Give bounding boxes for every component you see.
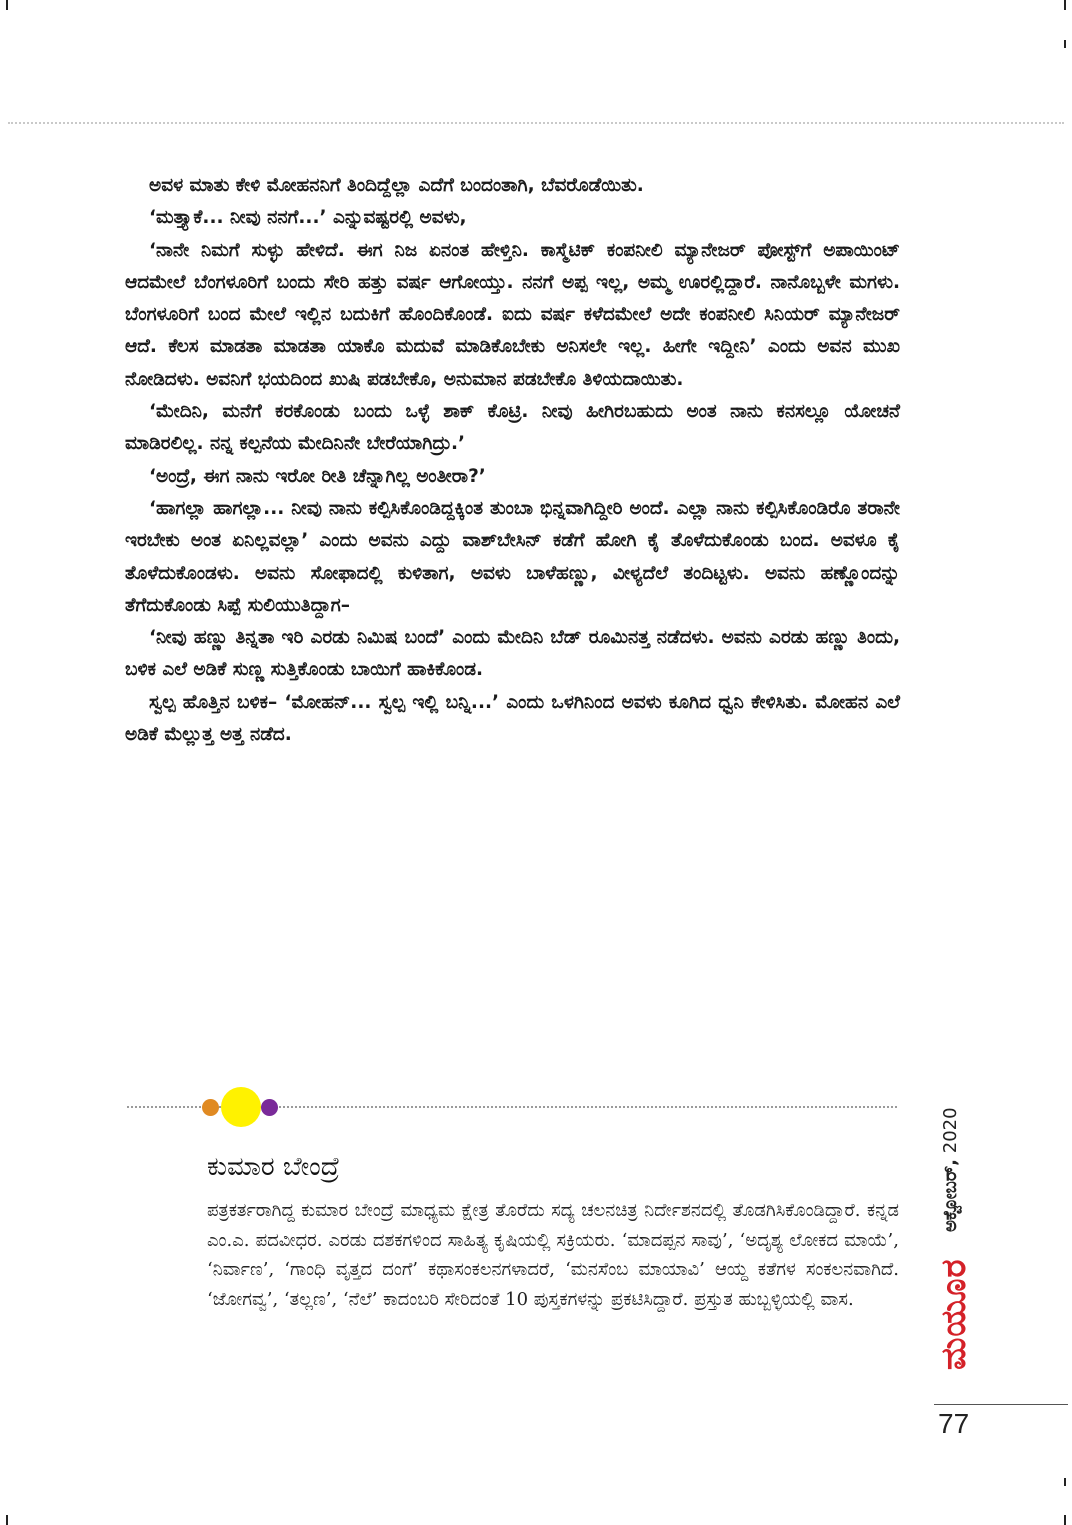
decorative-orange-dot xyxy=(202,1099,219,1116)
story-paragraph: ‘ನಾನೇ ನಿಮಗೆ ಸುಳ್ಳು ಹೇಳಿದೆ. ಈಗ ನಿಜ ಏನಂತ ಹೇಳ್ತಿನಿ. ಕಾಸ್ಮೆಟಿಕ್ ಕಂಪನೀಲಿ ಮ್ಯಾನೇಜರ್ ಪೋಸ್ಟ್‌ಗೆ ಅಪಾಯಿಂಟ್ ಆದಮೇಲೆ ಬೆಂಗಳೂರಿಗೆ ಬಂದು ಸೇರಿ ಹತ್ತು ವರ್ಷ ಆಗೋಯ್ತು. ನನಗೆ ಅಪ್ಪ ಇಲ್ಲ, ಅಮ್ಮ ಊರಲ್ಲಿದ್ದಾರೆ. ನಾನೊಬ್ಬಳೇ ಮಗಳು. ಬೆಂಗಳೂರಿಗೆ ಬಂದ ಮೇಲೆ ಇಲ್ಲಿನ ಬದುಕಿಗೆ ಹೊಂದಿಕೊಂಡೆ. ಐದು ವರ್ಷ ಕಳೆದಮೇಲೆ ಅದೇ ಕಂಪನೀಲಿ ಸಿನಿಯರ್ ಮ್ಯಾನೇಜರ್ ಆದೆ. ಕೆಲಸ ಮಾಡತಾ ಮಾಡತಾ ಯಾಕೊ ಮದುವೆ ಮಾಡಿಕೊಬೇಕು ಅನಿಸಲೇ ಇಲ್ಲ. ಹೀಗೇ ಇದ್ದೀನಿ’ ಎಂದು ಅವನ ಮುಖ ನೋಡಿದಳು. ಅವನಿಗೆ ಭಯದಿಂದ ಖುಷಿ ಪಡಬೇಕೊ, ಅನುಮಾನ ಪಡಬೇಕೊ ತಿಳಿಯದಾಯಿತು. xyxy=(125,239,900,390)
story-paragraph: ‘ಅಂದ್ರೆ, ಈಗ ನಾನು ಇರೋ ರೀತಿ ಚೆನ್ನಾಗಿಲ್ಲ ಅಂತೀರಾ?’ xyxy=(149,465,486,487)
story-paragraph: ಅವಳ ಮಾತು ಕೇಳಿ ಮೋಹನನಿಗೆ ತಿಂದಿದ್ದೆಲ್ಲಾ ಎದೆಗೆ ಬಂದಂತಾಗಿ, ಬೆವರೊಡೆಯಿತು. xyxy=(149,175,644,196)
magazine-logo: ಮಯೂರ xyxy=(934,1258,974,1370)
page-number-rule xyxy=(934,1404,1068,1405)
story-text xyxy=(125,170,900,751)
crop-mark-bottom-right xyxy=(1064,1515,1066,1525)
author-name: ಕುಮಾರ ಬೇಂದ್ರೆ xyxy=(207,1152,340,1182)
author-bio: ಪತ್ರಕರ್ತರಾಗಿದ್ದ ಕುಮಾರ ಬೇಂದ್ರೆ ಮಾಧ್ಯಮ ಕ್ಷೇತ್ರ ತೊರೆದು ಸದ್ಯ ಚಲನಚಿತ್ರ ನಿರ್ದೇಶನದಲ್ಲಿ ತೊಡಗಿಸಿಕೊಂಡಿದ್ದಾರೆ. ಕನ್ನಡ ಎಂ.ಎ. ಪದವೀಧರ. ಎರಡು ದಶಕಗಳಿಂದ ಸಾಹಿತ್ಯ ಕೃಷಿಯಲ್ಲಿ ಸಕ್ರಿಯರು. ‘ಮಾದಪ್ಪನ ಸಾವು’, ‘ಅದೃಶ್ಯ ಲೋಕದ ಮಾಯೆ’, ‘ನಿರ್ವಾಣ’, ‘ಗಾಂಧಿ ವೃತ್ತದ ದಂಗೆ’ ಕಥಾಸಂಕಲನಗಳಾದರೆ, ‘ಮನಸೆಂಬ ಮಾಯಾವಿ’ ಆಯ್ದ ಕತೆಗಳ ಸಂಕಲನವಾಗಿದೆ. ‘ಜೋಗವ್ವ’, ‘ತಲ್ಲಣ’, ‘ನೆಲೆ’ ಕಾದಂಬರಿ ಸೇರಿದಂತೆ 10 ಪುಸ್ತಕಗಳನ್ನು ಪ್ರಕಟಿಸಿದ್ದಾರೆ. ಪ್ರಸ್ತುತ ಹುಬ್ಬಳ್ಳಿಯಲ್ಲಿ ವಾಸ. xyxy=(207,1200,899,1310)
decorative-purple-dot xyxy=(261,1099,278,1116)
story-paragraph: ‘ಹಾಗಲ್ಲಾ ಹಾಗಲ್ಲಾ... ನೀವು ನಾನು ಕಲ್ಪಿಸಿಕೊಂಡಿದ್ದಕ್ಕಿಂತ ತುಂಬಾ ಭಿನ್ನವಾಗಿದ್ದೀರಿ ಅಂದೆ. ಎಲ್ಲಾ ನಾನು ಕಲ್ಪಿಸಿಕೊಂಡಿರೊ ತರಾನೇ ಇರಬೇಕು ಅಂತ ಏನಿಲ್ಲವಲ್ಲಾ’ ಎಂದು ಅವನು ಎದ್ದು ವಾಶ್‌ಬೇಸಿನ್ ಕಡೆಗೆ ಹೋಗಿ ಕೈ ತೊಳೆದುಕೊಂಡು ಬಂದ. ಅವಳೂ ಕೈ ತೊಳೆದುಕೊಂಡಳು. ಅವನು ಸೋಫಾದಲ್ಲಿ ಕುಳಿತಾಗ, ಅವಳು ಬಾಳೆಹಣ್ಣು, ವೀಳ್ಯದೆಲೆ ತಂದಿಟ್ಟಳು. ಅವನು ಹಣ್ಣೊಂದನ್ನು ತೆಗೆದುಕೊಂಡು ಸಿಪ್ಪೆ ಸುಲಿಯುತಿದ್ದಾಗ– xyxy=(125,497,900,616)
crop-mark-right-lower xyxy=(1064,1478,1066,1486)
crop-mark-right-upper xyxy=(1064,40,1066,48)
crop-mark-bottom-left xyxy=(6,1515,8,1525)
issue-date xyxy=(940,1107,961,1232)
crop-mark-top-left xyxy=(6,0,8,10)
issue-month: ಅಕ್ಟೋಬರ್, xyxy=(940,1158,961,1232)
decorative-yellow-dot xyxy=(221,1087,261,1127)
crop-mark-top-right xyxy=(1064,0,1066,10)
page-number: 77 xyxy=(938,1408,970,1439)
story-paragraph: ಸ್ವಲ್ಪ ಹೊತ್ತಿನ ಬಳಿಕ– ‘ಮೋಹನ್... ಸ್ವಲ್ಪ ಇಲ್ಲಿ ಬನ್ನಿ...’ ಎಂದು ಒಳಗಿನಿಂದ ಅವಳು ಕೂಗಿದ ಧ್ವನಿ ಕೇಳಿಸಿತು. ಮೋಹನ ಎಲೆ ಅಡಿಕೆ ಮೆಲ್ಲುತ್ತ ಅತ್ತ ನಡೆದ. xyxy=(125,691,900,746)
story-paragraph: ‘ನೀವು ಹಣ್ಣು ತಿನ್ನತಾ ಇರಿ ಎರಡು ನಿಮಿಷ ಬಂದೆ’ ಎಂದು ಮೇದಿನಿ ಬೆಡ್ ರೂಮಿನತ್ತ ನಡೆದಳು. ಅವನು ಎರಡು ಹಣ್ಣು ತಿಂದು, ಬಳಿಕ ಎಲೆ ಅಡಿಕೆ ಸುಣ್ಣ ಸುತ್ತಿಕೊಂಡು ಬಾಯಿಗೆ ಹಾಕಿಕೊಂಡ. xyxy=(125,627,900,681)
story-paragraph: ‘ಮೇದಿನಿ, ಮನೆಗೆ ಕರಕೊಂಡು ಬಂದು ಒಳ್ಳೆ ಶಾಕ್ ಕೊಟ್ರಿ. ನೀವು ಹೀಗಿರಬಹುದು ಅಂತ ನಾನು ಕನಸಲ್ಲೂ ಯೋಚನೆ ಮಾಡಿರಲಿಲ್ಲ. ನನ್ನ ಕಲ್ಪನೆಯ ಮೇದಿನಿನೇ ಬೇರೆಯಾಗಿದ್ರು.’ xyxy=(125,401,900,455)
top-dotted-rule xyxy=(8,122,1064,124)
story-paragraph: ‘ಮತ್ತ್ಯಾಕೆ... ನೀವು ನನಗೆ...’ ಎನ್ನುವಷ್ಟರಲ್ಲಿ ಅವಳು, xyxy=(149,207,467,229)
issue-year: 2020 xyxy=(940,1107,961,1154)
